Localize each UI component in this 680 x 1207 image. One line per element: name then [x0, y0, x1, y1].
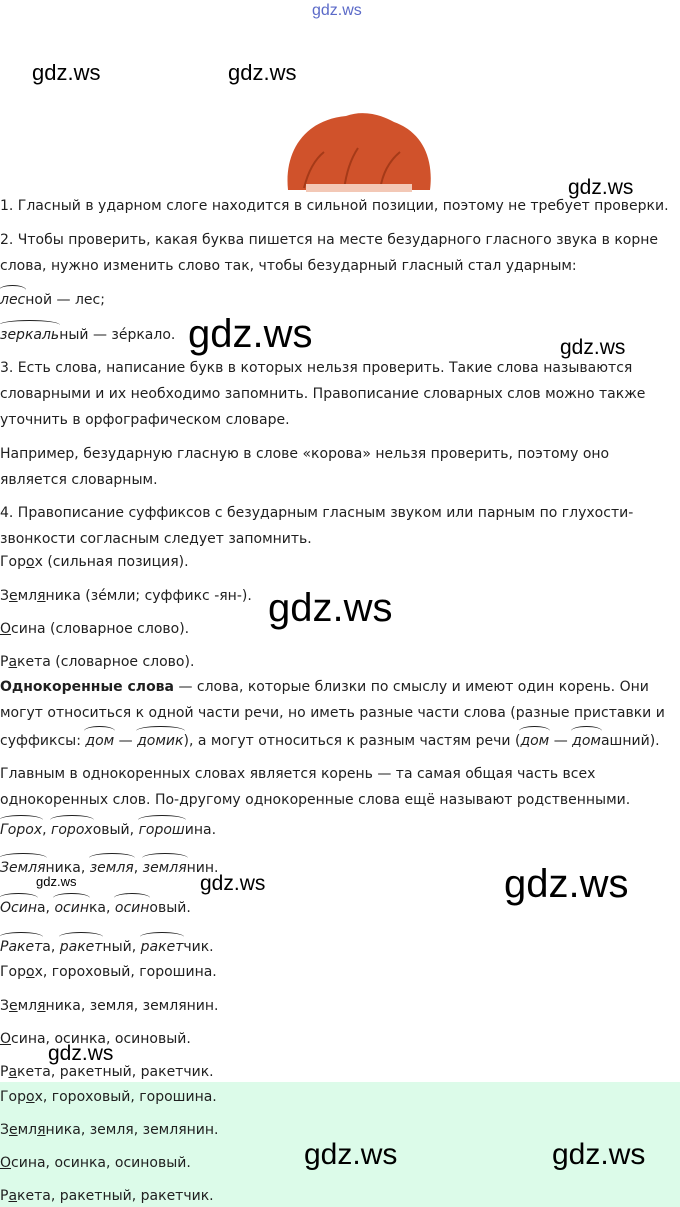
- list-gorokh: Горох, гороховый, горошина.: [0, 964, 217, 980]
- root-mark: зеркаль: [0, 327, 60, 343]
- root-mark: лес: [0, 292, 26, 308]
- paragraph-3-line-1: 3. Есть слова, написание букв в которых нельзя проверить. Такие слова называются: [0, 360, 633, 376]
- example-zerkalny: зеркальный — зе́ркало.: [0, 327, 176, 343]
- roots-gorokh: Горох, гороховый, горошина.: [0, 822, 217, 838]
- watermark: gdz.ws: [48, 1042, 114, 1065]
- example-zemlyanika: Земляника (зе́мли; суффикс -ян-).: [0, 588, 252, 604]
- answer-raketa: Ракета, ракетный, ракетчик.: [0, 1188, 214, 1204]
- example-osina: Осина (словарное слово).: [0, 621, 190, 637]
- watermark: gdz.ws: [552, 1138, 646, 1171]
- roots-osina: Осина, осинка, осиновый.: [0, 900, 191, 916]
- definition-line-2: могут относиться к одной части речи, но иметь разные части слова (разные приставки и: [0, 705, 665, 721]
- main-line-1: Главным в однокоренных словах является корень — та самая общая часть всех: [0, 766, 596, 782]
- paragraph-2-line-1: 2. Чтобы проверить, какая буква пишется на месте безударного гласного звука в корне: [0, 232, 659, 248]
- watermark: gdz.ws: [312, 2, 362, 19]
- example-raketa: Ракета (словарное слово).: [0, 654, 195, 670]
- watermark: gdz.ws: [200, 872, 266, 895]
- watermark: gdz.ws: [268, 586, 393, 630]
- watermark: gdz.ws: [560, 336, 626, 359]
- paragraph-4-line-1: Например, безударную гласную в слове «корова» нельзя проверить, поэтому оно: [0, 446, 610, 462]
- roots-raketa: Ракета, ракетный, ракетчик.: [0, 939, 214, 955]
- answer-gorokh: Горох, гороховый, горошина.: [0, 1089, 217, 1105]
- paragraph-2-line-2: слова, нужно изменить слово так, чтобы безударный гласный стал ударным:: [0, 258, 577, 274]
- paragraph-3-line-2: словарными и их необходимо запомнить. Правописание словарных слов можно также: [0, 386, 646, 402]
- list-zemlyanika: Земляника, земля, землянин.: [0, 998, 219, 1014]
- paragraph-5-line-1: 4. Правописание суффиксов с безударным гласным звуком или парным по глухости-: [0, 505, 634, 521]
- cartoon-hair-illustration: [284, 112, 434, 192]
- watermark: gdz.ws: [504, 862, 629, 906]
- paragraph-3-line-3: уточнить в орфографическом словаре.: [0, 412, 290, 428]
- answer-osina: Осина, осинка, осиновый.: [0, 1155, 191, 1171]
- watermark: gdz.ws: [304, 1138, 398, 1171]
- watermark: gdz.ws: [36, 874, 77, 889]
- watermark: gdz.ws: [568, 176, 634, 199]
- watermark: gdz.ws: [188, 312, 313, 356]
- answer-zemlyanika: Земляника, земля, землянин.: [0, 1122, 219, 1138]
- paragraph-4-line-2: является словарным.: [0, 472, 158, 488]
- definition-line-3: суффиксы: дом — домик), а могут относиться к разным частям речи (дом — домашний).: [0, 733, 660, 749]
- paragraph-1: 1. Гласный в ударном слоге находится в сильной позиции, поэтому не требует проверки.: [0, 198, 669, 214]
- list-osina: Осина, осинка, осиновый.: [0, 1031, 191, 1047]
- paragraph-5-line-2: звонкости согласным следует запомнить.: [0, 531, 312, 547]
- roots-zemlya: Земляника, земля, землянин.: [0, 860, 219, 876]
- example-lesnoy: лесной — лес;: [0, 292, 105, 308]
- watermark: gdz.ws: [32, 60, 101, 85]
- list-raketa: Ракета, ракетный, ракетчик.: [0, 1064, 214, 1080]
- main-line-2: однокоренных слов. По-другому однокоренные слова ещё называют родственными.: [0, 792, 631, 808]
- definition-line-1: Однокоренные слова — слова, которые близки по смыслу и имеют один корень. Они: [0, 679, 649, 695]
- watermark: gdz.ws: [228, 60, 297, 85]
- term: Однокоренные слова: [0, 679, 174, 695]
- example-gorokh: Горох (сильная позиция).: [0, 554, 189, 570]
